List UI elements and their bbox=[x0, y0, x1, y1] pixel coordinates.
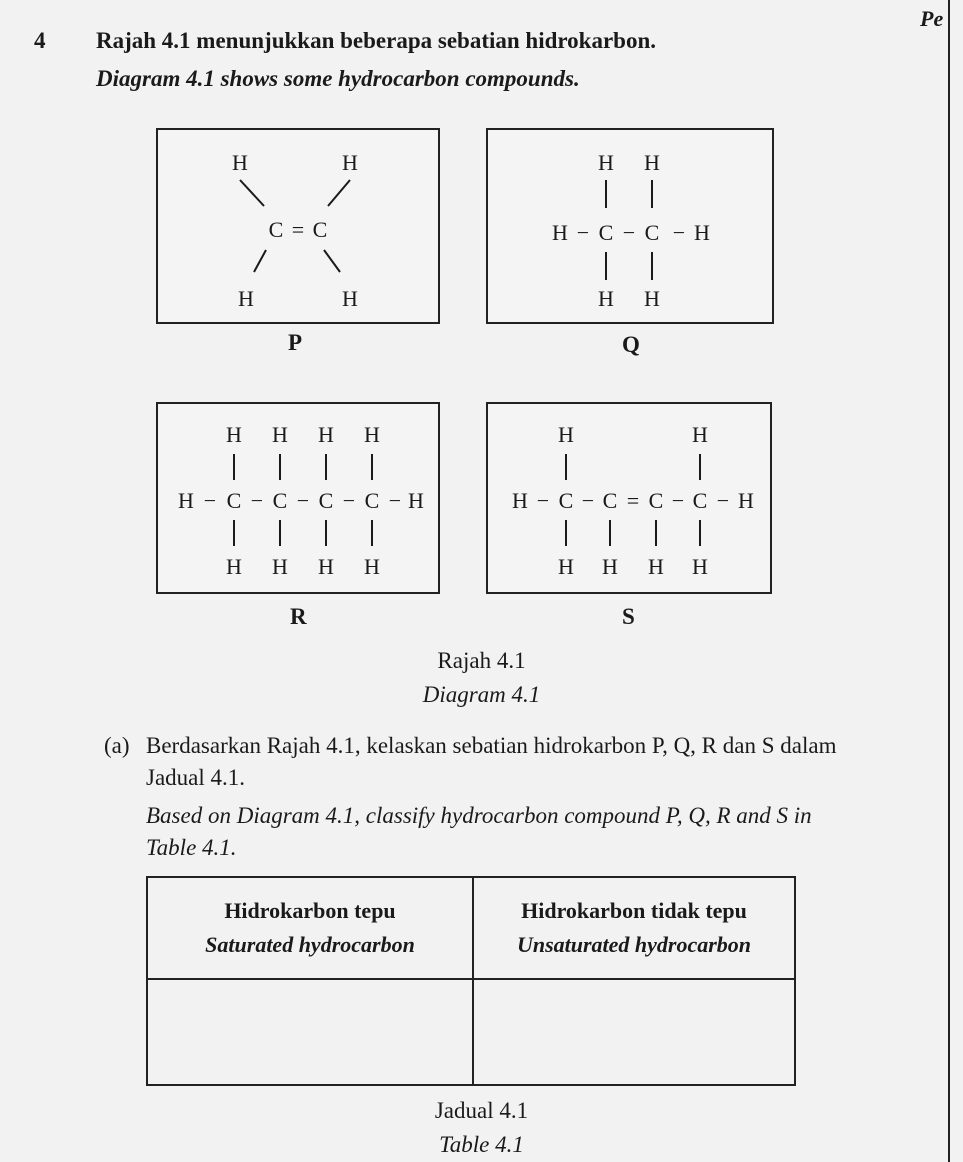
r-atom-c: C bbox=[318, 488, 334, 513]
p-atom-c: C bbox=[268, 217, 284, 242]
r-atom-h: H bbox=[178, 488, 194, 513]
p-atom-c: C bbox=[312, 217, 328, 242]
compound-p-box bbox=[156, 128, 440, 324]
q-atom-h: H bbox=[598, 150, 614, 175]
s-atom-h: H bbox=[692, 422, 708, 447]
r-atom-h: H bbox=[226, 422, 242, 447]
compound-r-box bbox=[156, 402, 440, 594]
r-atom-h: H bbox=[318, 554, 334, 579]
compound-q-label: Q bbox=[622, 332, 640, 357]
compound-r-structure bbox=[158, 404, 442, 596]
s-atom-h: H bbox=[648, 554, 664, 579]
p-bond bbox=[254, 250, 266, 272]
q-single-bond: − bbox=[622, 220, 636, 245]
table-caption-malay: Jadual 4.1 bbox=[434, 1098, 529, 1123]
compound-s-structure bbox=[488, 404, 774, 596]
diagram-caption-malay: Rajah 4.1 bbox=[437, 648, 526, 673]
classification-table bbox=[146, 876, 796, 1086]
p-bond bbox=[328, 180, 350, 206]
part-a-text-english-line1: Based on Diagram 4.1, classify hydrocarbon compound P, Q, R and S in bbox=[146, 803, 812, 828]
q-atom-c: C bbox=[644, 220, 660, 245]
question-stem-malay: Rajah 4.1 menunjukkan beberapa sebatian hidrokarbon. bbox=[96, 28, 657, 53]
header-saturated-malay: Hidrokarbon tepu bbox=[224, 898, 396, 923]
compound-q-box bbox=[486, 128, 774, 324]
part-a-text-malay-line2: Jadual 4.1. bbox=[146, 765, 246, 790]
table-header-saturated bbox=[148, 878, 472, 978]
q-atom-h: H bbox=[644, 286, 660, 311]
header-saturated-english: Saturated hydrocarbon bbox=[205, 932, 415, 957]
compound-q-structure bbox=[488, 130, 776, 326]
r-single-bond: − bbox=[388, 488, 402, 513]
q-atom-h: H bbox=[644, 150, 660, 175]
s-single-bond: − bbox=[536, 488, 550, 513]
r-single-bond: − bbox=[296, 488, 310, 513]
p-atom-h: H bbox=[238, 286, 254, 311]
s-atom-c: C bbox=[648, 488, 664, 513]
s-atom-h: H bbox=[602, 554, 618, 579]
r-atom-h: H bbox=[226, 554, 242, 579]
question-number: 4 bbox=[34, 28, 46, 53]
diagram-caption-english: Diagram 4.1 bbox=[422, 682, 541, 707]
r-single-bond: − bbox=[203, 488, 217, 513]
r-atom-h: H bbox=[364, 422, 380, 447]
p-atom-h: H bbox=[232, 150, 248, 175]
part-a-text-malay-line1: Berdasarkan Rajah 4.1, kelaskan sebatian hidrokarbon P, Q, R dan S dalam bbox=[146, 733, 837, 758]
s-atom-h: H bbox=[558, 554, 574, 579]
s-atom-c: C bbox=[692, 488, 708, 513]
table-caption-english: Table 4.1 bbox=[439, 1132, 524, 1157]
page-margin-line bbox=[948, 0, 950, 1162]
q-atom-h: H bbox=[694, 220, 710, 245]
s-single-bond: − bbox=[671, 488, 685, 513]
s-atom-h: H bbox=[738, 488, 754, 513]
r-single-bond: − bbox=[342, 488, 356, 513]
p-atom-h: H bbox=[342, 286, 358, 311]
corner-label: Pe bbox=[920, 6, 944, 31]
r-atom-h: H bbox=[408, 488, 424, 513]
p-double-bond: = bbox=[291, 217, 305, 242]
compound-r-label: R bbox=[290, 604, 307, 629]
p-bond bbox=[240, 180, 264, 206]
s-atom-h: H bbox=[692, 554, 708, 579]
q-atom-h: H bbox=[598, 286, 614, 311]
r-single-bond: − bbox=[250, 488, 264, 513]
compound-s-box bbox=[486, 402, 772, 594]
r-atom-c: C bbox=[272, 488, 288, 513]
table-header-unsaturated bbox=[474, 878, 794, 978]
r-atom-h: H bbox=[364, 554, 380, 579]
r-atom-c: C bbox=[364, 488, 380, 513]
p-bond bbox=[324, 250, 340, 272]
q-atom-c: C bbox=[598, 220, 614, 245]
compound-s-label: S bbox=[622, 604, 635, 629]
question-stem-english: Diagram 4.1 shows some hydrocarbon compounds. bbox=[96, 66, 580, 91]
q-single-bond: − bbox=[672, 220, 686, 245]
q-atom-h: H bbox=[552, 220, 568, 245]
header-unsaturated-english: Unsaturated hydrocarbon bbox=[516, 932, 752, 957]
r-atom-h: H bbox=[272, 554, 288, 579]
p-atom-h: H bbox=[342, 150, 358, 175]
answer-cell-unsaturated[interactable] bbox=[474, 980, 794, 1084]
compound-p-structure bbox=[158, 130, 442, 326]
r-atom-c: C bbox=[226, 488, 242, 513]
s-single-bond: − bbox=[716, 488, 730, 513]
part-a-marker: (a) bbox=[104, 733, 130, 758]
s-atom-c: C bbox=[558, 488, 574, 513]
answer-cell-saturated[interactable] bbox=[148, 980, 472, 1084]
s-atom-h: H bbox=[558, 422, 574, 447]
r-atom-h: H bbox=[318, 422, 334, 447]
r-atom-h: H bbox=[272, 422, 288, 447]
header-unsaturated-malay: Hidrokarbon tidak tepu bbox=[521, 898, 747, 923]
compound-p-label: P bbox=[288, 330, 303, 355]
s-atom-h: H bbox=[512, 488, 528, 513]
s-double-bond: = bbox=[626, 488, 640, 513]
part-a-text-english-line2: Table 4.1. bbox=[146, 835, 237, 860]
q-single-bond: − bbox=[576, 220, 590, 245]
s-atom-c: C bbox=[602, 488, 618, 513]
s-single-bond: − bbox=[581, 488, 595, 513]
